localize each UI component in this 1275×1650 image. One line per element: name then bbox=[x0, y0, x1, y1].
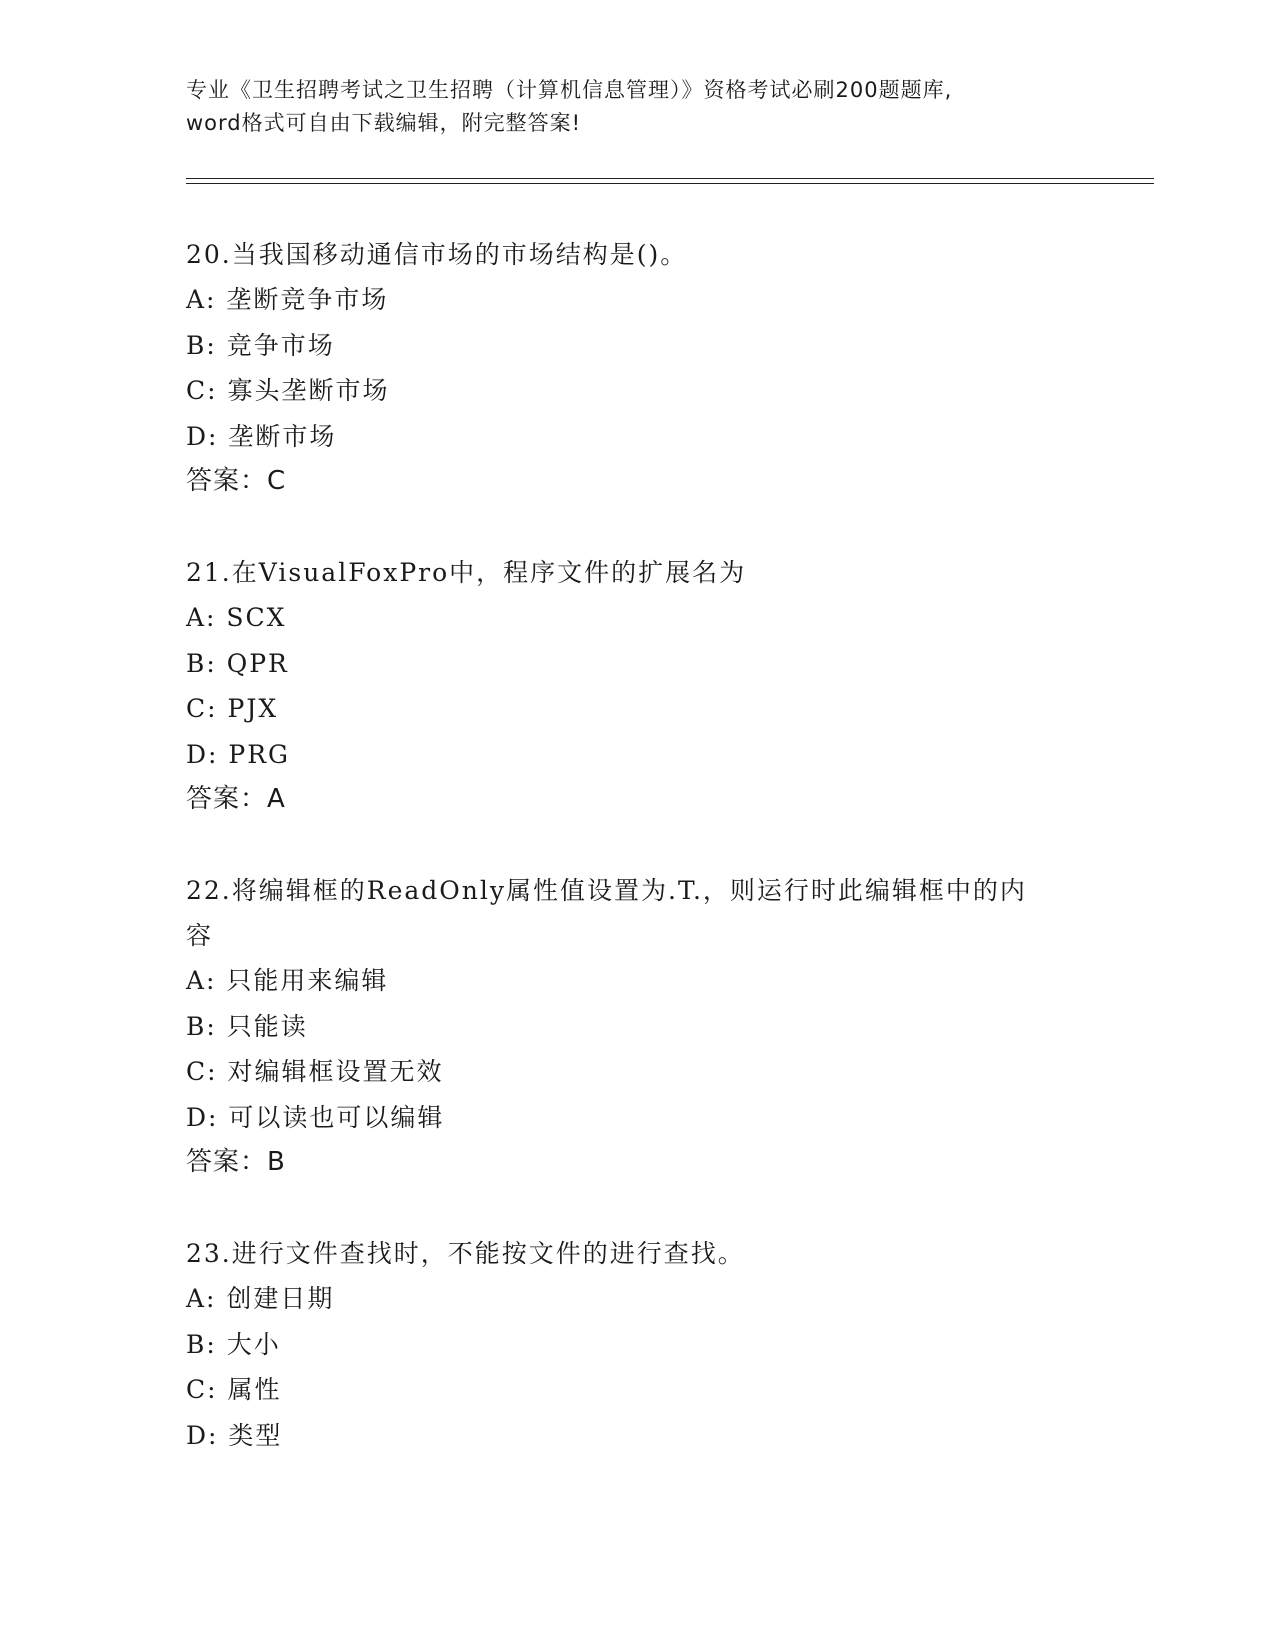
option-d: D: 类型 bbox=[186, 1420, 283, 1450]
question-title: 23.进行文件查找时，不能按文件的进行查找。 bbox=[186, 1239, 745, 1268]
option-a: A: 垄断竞争市场 bbox=[186, 285, 389, 314]
option-a: A: 创建日期 bbox=[186, 1284, 335, 1313]
question-20 bbox=[186, 232, 1086, 504]
option-c: C: 寡头垄断市场 bbox=[186, 376, 390, 405]
header-divider-bottom bbox=[186, 183, 1154, 184]
header-title-line-2: word格式可自由下载编辑，附完整答案! bbox=[186, 111, 582, 135]
question-title: 21.在VisualFoxPro中，程序文件的扩展名为 bbox=[186, 558, 747, 587]
option-d: D: 可以读也可以编辑 bbox=[186, 1102, 445, 1132]
answer-label: 答案：C bbox=[186, 466, 287, 496]
option-a: A: 只能用来编辑 bbox=[186, 966, 389, 995]
question-title: 20.当我国移动通信市场的市场结构是()。 bbox=[186, 240, 688, 269]
option-c: C: 对编辑框设置无效 bbox=[186, 1057, 444, 1086]
option-b: B: QPR bbox=[186, 648, 289, 678]
option-c: C: PJX bbox=[186, 694, 279, 723]
header-divider-top bbox=[186, 178, 1154, 179]
option-c: C: 属性 bbox=[186, 1375, 282, 1404]
option-d: D: 垄断市场 bbox=[186, 421, 337, 451]
question-22 bbox=[186, 868, 1086, 1185]
question-21 bbox=[186, 550, 1086, 822]
question-title-line-1: 22.将编辑框的ReadOnly属性值设置为.T.，则运行时此编辑框中的内 bbox=[186, 876, 1027, 905]
option-b: B: 竞争市场 bbox=[186, 330, 335, 360]
question-title-line-2: 容 bbox=[186, 921, 214, 950]
document-header bbox=[186, 74, 1086, 140]
answer-label: 答案：B bbox=[186, 1147, 286, 1177]
option-b: B: 只能读 bbox=[186, 1011, 308, 1041]
option-b: B: 大小 bbox=[186, 1329, 281, 1359]
header-title-line-1: 专业《卫生招聘考试之卫生招聘（计算机信息管理）》资格考试必刷200题题库, bbox=[186, 78, 953, 102]
option-d: D: PRG bbox=[186, 739, 291, 769]
option-a: A: SCX bbox=[186, 603, 287, 632]
answer-label: 答案：A bbox=[186, 784, 286, 814]
question-list bbox=[186, 232, 1086, 1504]
question-23 bbox=[186, 1231, 1086, 1458]
